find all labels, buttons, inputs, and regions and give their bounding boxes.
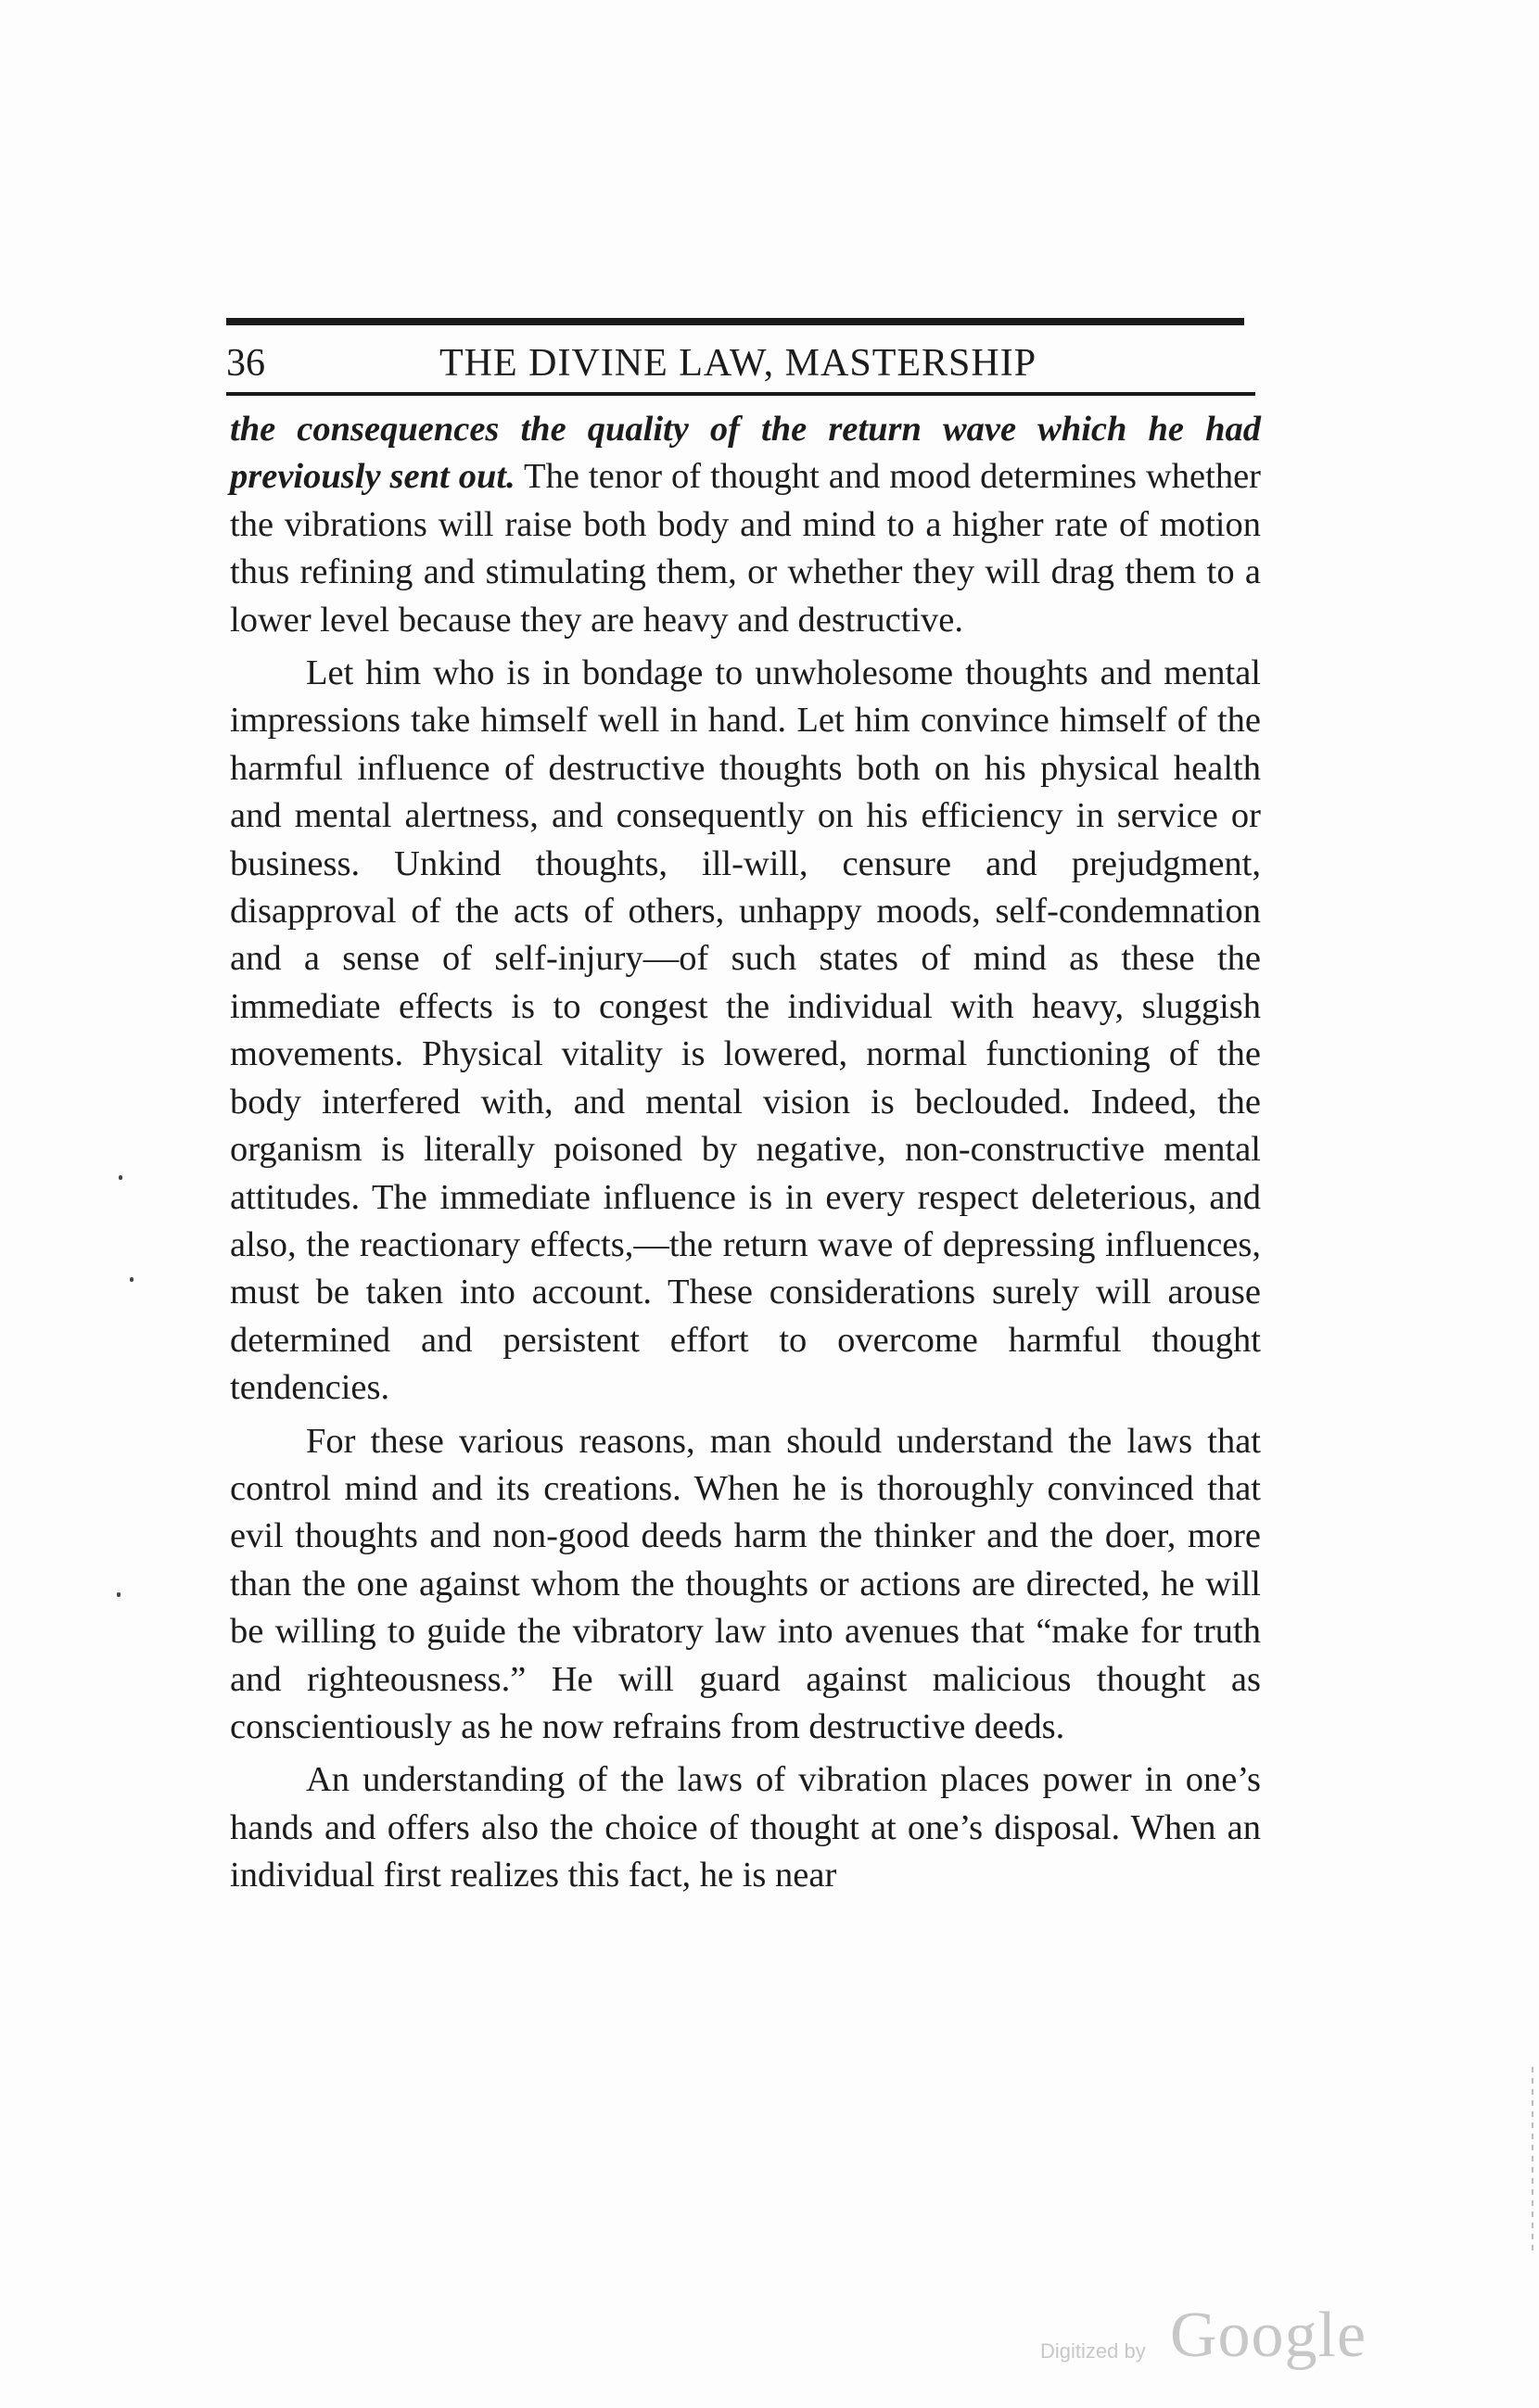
margin-speck <box>130 1277 134 1282</box>
margin-speck <box>119 1175 122 1180</box>
running-head <box>226 336 1244 391</box>
body-text <box>230 406 1261 1900</box>
header-top-rule <box>226 318 1244 325</box>
paragraph-1-italic-lead: the consequences the quality of the return wave which he had previously sent out. <box>230 410 1261 497</box>
google-logo: Google <box>1170 2300 1367 2371</box>
paragraph-4: An understanding of the laws of vibration places power in one’s hands and offers also the choice of thought at one’s disposal. When an individual first realizes this fact, he is near <box>230 1760 1261 1895</box>
page-number: 36 <box>226 342 265 385</box>
paragraph-3: For these various reasons, man should understand the laws that control mind and its creations. When he is thoroughly convinced that evil thoughts and non-good deeds harm the thinker and the doer, more than the one against whom the thoughts or actions are directed, he will be willing to guide the vibratory law into avenues that “make for truth and righteousness.” He will guard against malicious thought as conscientiously as he now refrains from destructive deeds. <box>230 1421 1261 1746</box>
scan-edge-artifact <box>1532 2067 1533 2252</box>
paragraph-1 <box>230 406 1261 644</box>
paragraph-2: Let him who is in bondage to unwholesome thoughts and mental impressions take himself well in hand. Let him convince himself of the harmful influence of destructive thoughts both on his physical health and mental alertness, and consequently on his efficiency in service or business. Unkind thoughts, ill-will, censure and prejudgment, disapproval of the acts of others, unhappy moods, self-condemnation and a sense of self-injury—of such states of mind as these the immediate effects is to congest the individual with heavy, sluggish movements. Physical vitality is lowered, normal functioning of the body interfered with, and mental vision is beclouded. Indeed, the organism is literally poisoned by negative, non-constructive mental attitudes. The immediate influence is in every respect deleterious, and also, the reactionary effects,—the return wave of depressing influences, must be taken into account. These considerations surely will arouse determined and persistent effort to overcome harmful thought tendencies. <box>230 653 1261 1408</box>
watermark-prefix: Digitized by <box>1040 2339 1146 2363</box>
margin-speck <box>117 1592 121 1597</box>
header-bottom-rule <box>226 392 1255 396</box>
paragraph-1-text: The tenor of thought and mood determines whether the vibrations will raise both body and mind to a higher rate of motion thus refining and stimulating them, or whether they will drag them to a lower level because they are heavy and destructive. <box>230 457 1262 640</box>
running-title: THE DIVINE LAW, MASTERSHIP <box>439 342 1037 385</box>
